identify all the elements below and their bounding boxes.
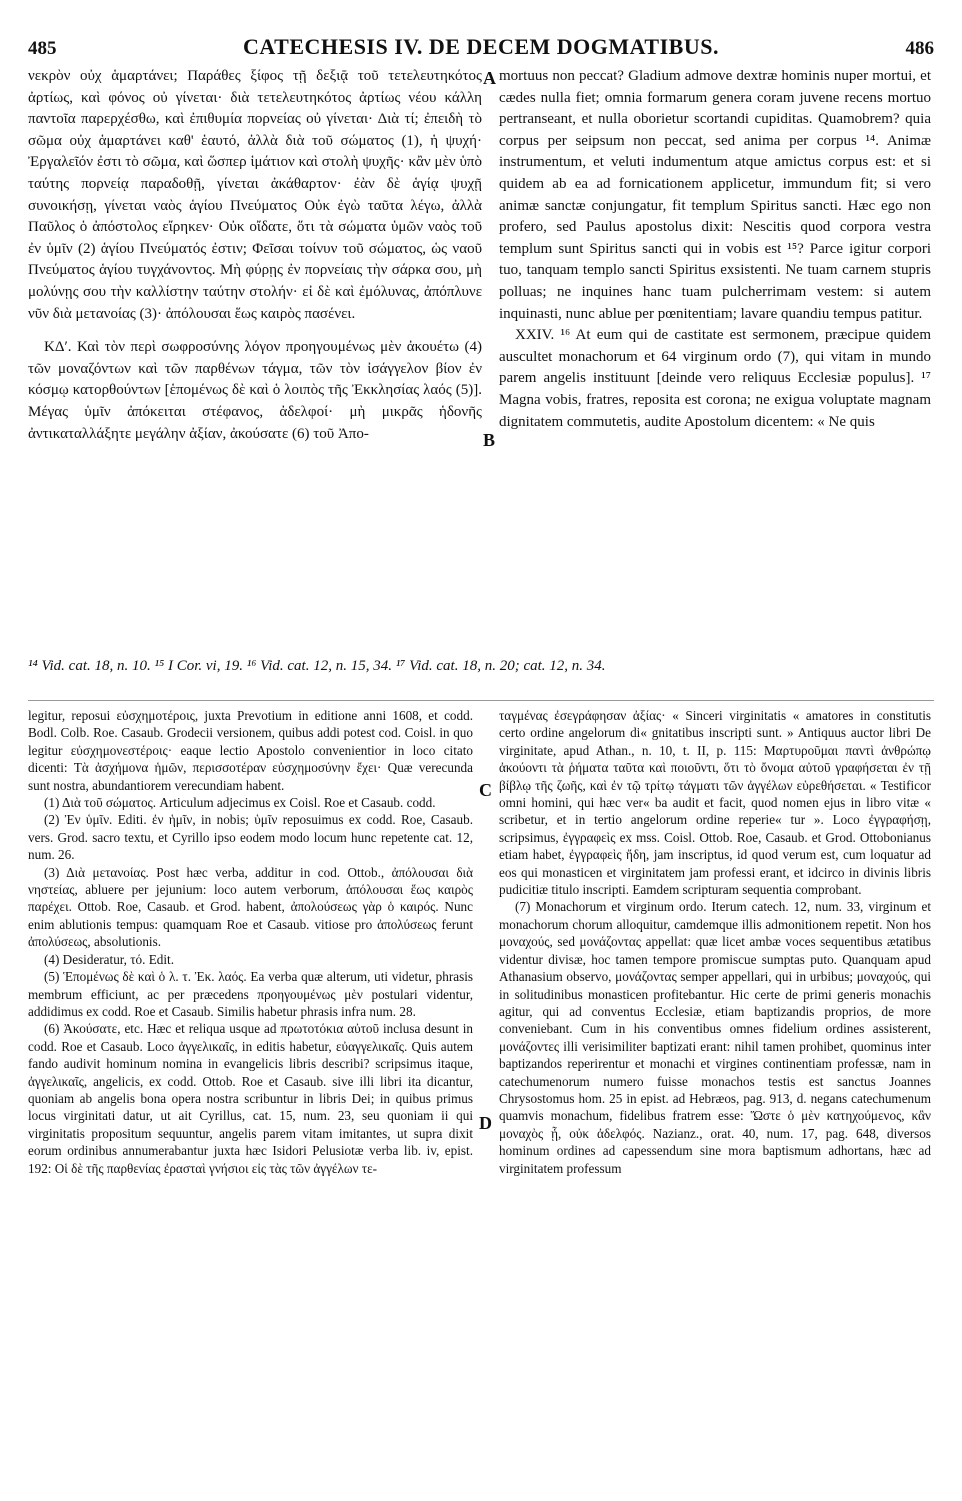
footnote: (2) Ἐν ὑμῖν. Editi. ἐν ἡμῖν, in nobis; ὑμῖν reposuimus ex codd. Roe, Casaub. vers. Grod. sacro textu, et Cyrillo ipso eodem modo locum hunc repetente cat. 12, num. 26.	[28, 812, 473, 863]
margin-letter-b: B	[483, 430, 496, 450]
latin-paragraph: XXIV. ¹⁶ At eum qui de castitate est sermonem, præcipue quidem auscultet monachorum et 64 virginum ordo (7), qui vitam in mundo parem angelis instituunt [deinde vero reliquus Ecclesiæ populus]. ¹⁷ Magna vobis, fratres, reposita est corona; ne exigua voluptate magnam dignitatem commutetis, audite Apostolum dicentem: « Ne quis	[499, 327, 931, 430]
right-page-number: 486	[905, 38, 934, 59]
running-header	[28, 34, 934, 62]
footnotes-right-column	[499, 707, 931, 1491]
footnote: legitur, reposui εὐσχημοτέροις, juxta Prevotium in editione anni 1608, et codd. Bodl. Colb. Roe. Casaub. Grodecii versionem, quibus addi potest cod. Coisl. in quo legitur εὐσχημονεστέροις· eaque lectio Apostolo convenientior in loco citato dicenti: Τὰ ἀσχήμονα ἡμῶν, περισσοτέραν εὐσχημοσύνην ἔχει· Quæ verecunda sunt nostra, abundantiorem verecundiam habent.	[28, 708, 473, 793]
footnotes-left-column	[28, 707, 473, 1491]
footnote: (6) Ἀκούσατε, etc. Hæc et reliqua usque ad πρωτοτόκια αὐτοῦ inclusa desunt in codd. Roe et Casaub. Loco ἀγγελικαῖς, in editis habetur, εὐαγγελικαῖς. Quis autem fando audivit hominum nomina in evangelicis libris describi? scripsimus itaque, ἀγγελικαῖς, angelicis, ex codd. Ottob. Roe et Casaub. sive illi libri ita dicantur, quoniam ab angelis bona opera nostra scribuntur in libris Dei; in quibus primus locus virginitati datur, ut ait Cyrillus, cat. 15, num. 23, seu quoniam ii qui virginitatis propositum sequuntur, angelis parem vitam imitantes, ut supra dixit eorum ordinibus annumerabantur juxta hæc Isidori Pelusiotæ verba lib. iv, epist. 192: Οἱ δὲ τῆς παρθενίας ἐρασταὶ γνήσιοι εἰς τὰς τῶν ἀγγέλων τε-	[28, 1021, 473, 1176]
greek-paragraph: νεκρὸν οὐχ ἁμαρτάνει; Παράθες ξίφος τῇ δεξιᾷ τοῦ τετελευτηκότος ἀρτίως, καὶ φόνος οὐ γίνεται· διὰ τετελευτηκότος ἀρτίως νέου κάλλη παντοῖα παρερχέσθω, καὶ ἐπιθυμία πορνείας οὐ γίνεται· Διὰ τί; ἐπειδὴ τὸ σῶμα οὐχ ἁμαρτάνει καθ' ἑαυτό, ἀλλὰ διὰ τοῦ σώματος (1), ἡ ψυχή· Ἐργαλεῖόν ἐστι τὸ σῶμα, καὶ ὥσπερ ἱμάτιον καὶ στολὴ ψυχῆς· κἂν μὲν ὑπὸ ταύτης πορνείᾳ παραδοθῇ, γίνεται ἀκάθαρτον· ἐὰν δὲ ἁγίᾳ ψυχῇ συνοικήσῃ, γίνεται ναὸς ἁγίου Πνεύματος Οὐκ ἐγὼ ταῦτα λέγω, ἀλλὰ Παῦλος ὁ ἀπόστολος εἴρηκεν· Οὐκ οἴδατε, ὅτι τὰ σώματα ὑμῶν ναὸς τοῦ ἐν ὑμῖν (2) ἁγίου Πνεύματός ἐστιν; Φεῖσαι τοίνυν τοῦ σώματος, ὡς ναοῦ Πνεύματος ἁγίου τυγχάνοντος. Μὴ φύρῃς ἐν πορνείαις τὴν σάρκα σου, μὴ μολύνῃς σου τὴν καλλίστην ταύτην στολήν· εἰ δὲ καὶ ἐμόλυνας, ἀπόπλυνε νῦν διὰ μετανοίας (3)· ἀπόλουσαι ἕως καιρὸς πασένει.	[28, 68, 482, 322]
footnote: (3) Διὰ μετανοίας. Post hæc verba, additur in cod. Ottob., ἀπόλουσαι διὰ νηστείας, abluere per jejunium: loco autem verborum, ἀπόλουσαι ἕως καιρὸς παρέχει. Ottob. Roe, Casaub. et Grod. habent, ἀπολούσεως γὰρ ὁ καιρός. Nunc enim ablutionis tempus: quamquam Roe et Casaub. vitiose pro ἀπολύσεως ferunt ἀπολύσεως, absolutionis.	[28, 864, 473, 950]
footnote: (5) Ἑπομένως δὲ καὶ ὁ λ. τ. Ἐκ. λαός. Ea verba quæ alterum, uti videtur, phrasis membrum efficiunt, ac per præcedens προηγουμένως μὲν postulari videntur, addidimus ex codd. Roe et Casaub. Similis habetur phrasis infra num. 28.	[28, 969, 473, 1019]
footnote: (1) Διὰ τοῦ σώματος. Articulum adjecimus ex Coisl. Roe et Casaub. codd.	[44, 795, 436, 811]
footnote: (4) Desideratur, τό. Edit.	[44, 951, 175, 967]
running-title: CATECHESIS IV. DE DECEM DOGMATIBUS.	[243, 34, 719, 59]
greek-paragraph: ΚΔʹ. Καὶ τὸν περὶ σωφροσύνης λόγον προηγουμένως μὲν ἀκουέτω (4) τῶν μοναζόντων καὶ τῶν παρθένων τάγμα, τῶν τὸν ἰσάγγελον βίον ἐν κόσμῳ κατορθούντων [ἑπομένως δὲ καὶ ὁ λοιπὸς τῆς Ἐκκλησίας λαός (5)]. Μέγας ὑμῖν ἀπόκειται στέφανος, ἀδελφοί· μὴ μικρᾶς ἡδονῆς ἀντικαταλλάξητε μεγάλην ἀξίαν, ἀκούσατε (6) τοῦ Ἀπο-	[28, 339, 482, 442]
margin-letter-c: C	[479, 780, 492, 800]
footnote-divider	[28, 700, 934, 701]
footnote: ταγμένας ἐσεγράφησαν ἀξίας· « Sinceri virginitatis « amatores in constitutis certo ordine angelorum di« gnitatibus inscripti sunt. » Antiquus auctor libri De virginitate, apud Athan., n. 10, t. II, p. 115: Μαρτυροῦμαι παντὶ ἀνθρώπῳ ἀκούοντι τὰ ῥήματα ταῦτα καὶ ποιοῦντι, ὅτι τὸ ὄνομα αὐτοῦ γραφήσεται ἐν τῇ βίβλῳ τῆς ζωῆς, καὶ ἐν τῷ τρίτῳ τάγματι τῶν ἀγγέλων εὑρεθήσεται. « Testificor omni homini, qui hæc ver« ba audit et facit, quod nomen ejus in libro vitæ « scribetur, et in tertio angelorum ordine reperie« tur ». Loco ἐγγραφήσῃ, scripsimus, ἐγγραφεὶς ex mss. Coisl. Ottob. Roe, Casaub. et Grod. Ottobonianus etiam habet, ἐγγραφεὶς ἤδη, jam inscriptus, id quod verum est, cum loquatur ad eos qui monasticen et virginitatem jam professi erant, et idcirco in divinis libris pudicitiæ titulo inscripti. Eamdem scripturam sequentia comprobant.	[499, 708, 931, 898]
left-page-number: 485	[28, 38, 57, 59]
greek-text-column	[28, 66, 482, 686]
margin-letter-d: D	[479, 1113, 492, 1133]
latin-paragraph: mortuus non peccat? Gladium admove dextræ hominis nuper mortui, et cædes nulla fiet; omnia formarum genera coram juvene recens mortuo pertranseant, et nulla oborietur scortandi cupiditas. Quamobrem? quia corpus per seipsum non peccat, sed anima per corpus ¹⁴. Animæ instrumentum, et veluti indumentum atque amictus corpus est: et si quidem ab ea ad fornicationem applicetur, immundum fit; si vero animæ sanctæ conjungatur, fit templum Spiritus sancti. Hæc ego non profero, sed Paulus apostolus dixit: Nescitis quod corpora vestra templum sunt Spiritus sancti qui in vobis est ¹⁵? Parce igitur corpori tuo, tanquam templo sancti Spiritus exsistenti. Ne tuam carnem stupris polluas; ne inquines hanc tuam pulcherrimam vestem: si autem inquinasti, nunc ablue per pœnitentiam; lavare quandiu tempus patitur.	[499, 68, 931, 322]
scripture-references: ¹⁴ Vid. cat. 18, n. 10. ¹⁵ I Cor. vi, 19. ¹⁶ Vid. cat. 12, n. 15, 34. ¹⁷ Vid. cat. 18, n. 20; cat. 12, n. 34.	[28, 658, 606, 674]
margin-letter-a: A	[483, 68, 496, 88]
footnote: (7) Monachorum et virginum ordo. Iterum catech. 12, num. 33, virginum et monachorum chorum alloquitur, camdemque illis admonitionem repetit. Non hos μοναχούς, sed μονάζοντας appellat: quæ licet ambæ voces sequentibus ætatibus videntur divisæ, hoc tamen tempore promiscue sumptas puto. Quanquam apud Athanasium observo, μονάζοντας semper appellari, qui in urbibus; μοναχούς, qui in solitudinibus monasticen profitebantur. Hic certe de primi generis monachis agitur, qui ad conventus Ecclesiæ, etiam baptizandis proprios, de more conveniebant. Cum in his conventibus omnes fidelium ordines assisterent, μονάζοντες illi verisimiliter baptizati erant: nihil tamen prohibet, quominus inter baptizandos reperirentur et monachi et virgines continentiam professæ, nam in catechumenorum numero fuisse monachos testis est sanctus Joannes Chrysostomus hom. 25 in epist. ad Hebræos, pag. 913, d. negans catechumenum quamvis monachum, fidelibus fratrem esse: Ὥστε ὁ μὲν κατηχούμενος, κἂν μοναχὸς ᾖ, οὐκ ἀδελφός. Nazianz., orat. 40, num. 17, pag. 648, diversos hominum ordines ad capessendum sine mora baptismum adhortans, hæc ad virginitatem professum	[499, 899, 931, 1176]
latin-text-column	[499, 66, 931, 666]
